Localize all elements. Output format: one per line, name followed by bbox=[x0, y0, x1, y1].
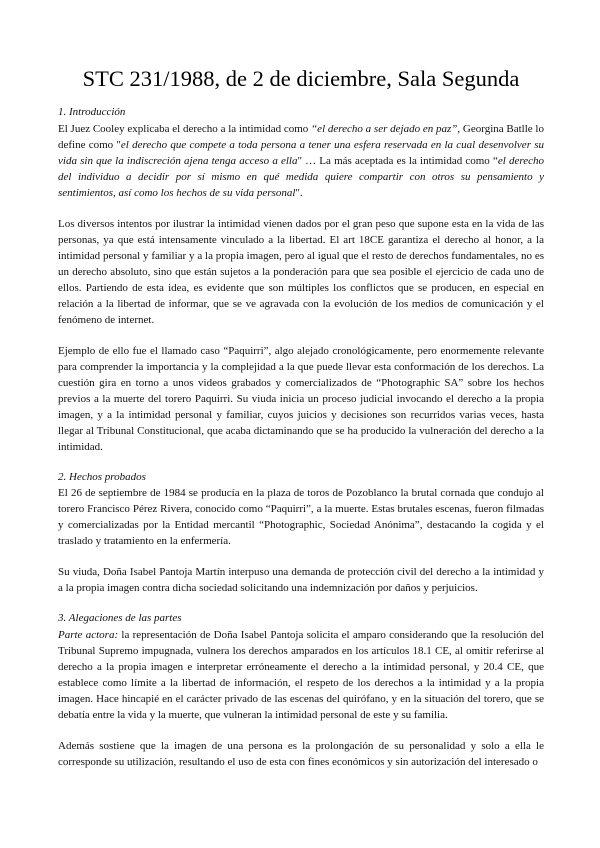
section-hechos-probados bbox=[58, 470, 544, 597]
text-run: ". bbox=[295, 186, 303, 199]
paragraph-intro-definitions bbox=[58, 121, 544, 201]
paragraph-hechos-demanda: Su viuda, Doña Isabel Pantoja Martín interpuso una demanda de protección civil del derecho a la intimidad y a la propia imagen contra dicha sociedad solicitando una indemnización por daños y perjuicios. bbox=[58, 566, 544, 594]
label-parte-actora: Parte actora: bbox=[58, 628, 119, 641]
section-heading-introduccion: 1. Introducción bbox=[58, 106, 126, 118]
section-heading-hechos: 2. Hechos probados bbox=[58, 470, 146, 483]
paragraph-imagen-personalidad: Además sostiene que la imagen de una persona es la prolongación de su personalidad y solo a ella le corresponde su utilización, resultando el uso de esta con fines económicos y sin autorización del interesado o bbox=[58, 739, 544, 768]
section-heading-alegaciones: 3. Alegaciones de las partes bbox=[58, 612, 182, 624]
text-run: , Georgina Batlle lo define como " bbox=[58, 122, 544, 151]
paragraph-hechos-cornada: El 26 de septiembre de 1984 se producía en la plaza de toros de Pozoblanco la brutal cornada que condujo al torero Francisco Pérez Rivera, conocido como “Paquirri”, a la muerte. Estas brutales escenas, fueron filmadas y comercializadas por la Entidad mercantil “Photographic, Sociedad Anónima”, destacando la cogida y el traslado y tratamiento en la enfermería. bbox=[58, 487, 544, 547]
paragraph-parte-actora bbox=[58, 627, 544, 723]
quote-batlle: el derecho que compete a toda persona a tener una esfera reservada en la cual desenvolver su vida sin que la indiscreción ajena tenga acceso a ella bbox=[58, 138, 544, 167]
paragraph-intro-paquirri: Ejemplo de ello fue el llamado caso “Paquirri”, algo alejado cronológicamente, pero enormemente relevante para comprender la importancia y la complejidad a la que puede llevar esta conformación de los derechos. La cuestión gira en torno a unos videos grabados y comercializados de “Photographic SA” sobre los hechos previos a la muerte del torero Paquirri. Su viuda inicia un proceso judicial invocando el derecho a la propia imagen, y a la intimidad personal y familiar, cuyos juicios y decisiones son recurridos varias veces, hasta llegar al Tribunal Constitucional, que acaba dictaminando que se ha producido la vulneración del derecho a la intimidad. bbox=[58, 344, 544, 453]
quote-cooley: “el derecho a ser dejado en paz” bbox=[311, 122, 458, 135]
section-alegaciones bbox=[58, 611, 544, 770]
paragraph-intro-art18: Los diversos intentos por ilustrar la intimidad vienen dados por el gran peso que supone esta en la vida de las personas, ya que está intensamente vinculado a la libertad. El art 18CE garantiza el derecho al honor, a la intimidad personal y familiar y a la propia imagen, pero al igual que el resto de derechos fundamentales, no es un derecho absoluto, sino que están sujetos a la ponderación para que sea posible el ejercicio de cada uno de ellos. Partiendo de esta idea, es evidente que son múltiples los conflictos que se producen, en especial en relación a la libertad de informar, que se ve agravada con la evolución de los medios de comunicación y el fenómeno de internet. bbox=[58, 217, 544, 326]
text-run: El Juez Cooley explicaba el derecho a la intimidad como bbox=[58, 122, 312, 135]
section-introduccion bbox=[58, 105, 544, 455]
text-run: " … La más aceptada es la intimidad como “ bbox=[297, 154, 498, 167]
document-title: STC 231/1988, de 2 de diciembre, Sala Segunda bbox=[82, 66, 520, 91]
text-parte-actora: la representación de Doña Isabel Pantoja solicita el amparo considerando que la resolución del Tribunal Supremo impugnada, vulnera los derechos amparados en los artículos 18.1 CE, al omitir referirse al derecho a la propia imagen e interpretar erróneamente el derecho a la intimidad personal, y 20.4 CE, que establece como límite a la libertad de información, el respeto de los derechos a la intimidad y a la propia imagen. Hace hincapié en el carácter privado de las escenas del quirófano, y en la situación del torero, que se debatía entre la vida y la muerte, que vulneran la intimidad personal de este y su familia. bbox=[58, 628, 544, 721]
quote-accepted-definition: el derecho del individuo a decidir por sí mismo en qué medida quiere compartir con otros su pensamiento y sentimientos, así como los hechos de su vida personal bbox=[58, 154, 544, 199]
